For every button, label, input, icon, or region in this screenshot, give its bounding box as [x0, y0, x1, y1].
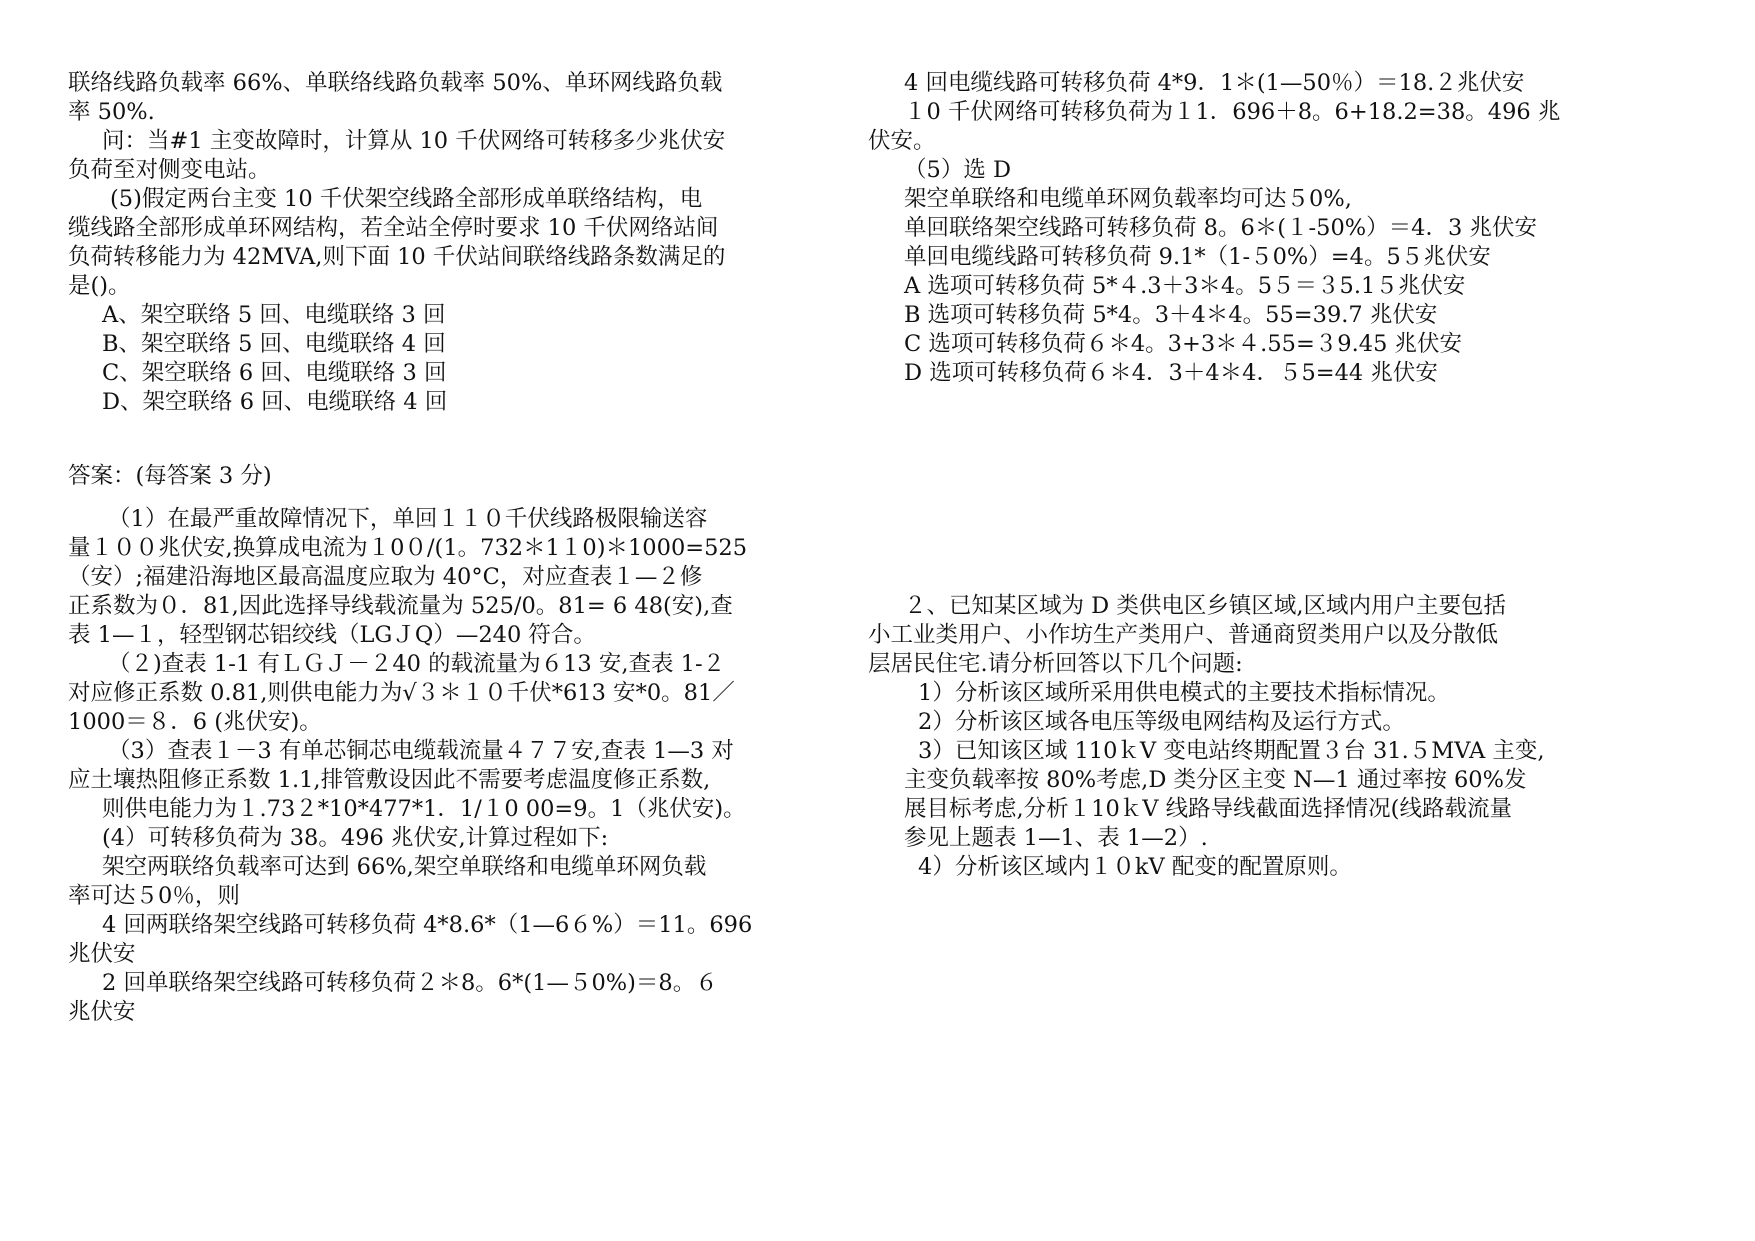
text-line: 4 回两联络架空线路可转移负荷 4*8.6*（1—6６%）＝11。696: [102, 912, 753, 938]
text-line: １0 千伏网络可转移负荷为１1．696＋8。6+18.2=38。496 兆: [904, 99, 1561, 125]
text-line: 单回联络架空线路可转移负荷 8。6＊(１-50%）＝4．3 兆伏安: [904, 215, 1537, 241]
sub-question: 2）分析该区域各电压等级电网结构及运行方式。: [918, 709, 1405, 735]
text-line: 兆伏安: [68, 941, 136, 967]
text-line: 小工业类用户、小作坊生产类用户、普通商贸类用户以及分散低: [868, 622, 1499, 648]
text-line: 兆伏安: [68, 999, 136, 1025]
answer-heading: 答案：(每答案 3 分): [68, 463, 272, 489]
text-line: （安）;福建沿海地区最高温度应取为 40°C，对应查表１—２修: [68, 564, 703, 590]
option-c: C、架空联络 6 回、电缆联络 3 回: [102, 360, 447, 386]
text-line: 对应修正系数 0.81,则供电能力为√３＊１０千伏*613 安*0。81／: [68, 680, 735, 706]
text-line: 表 1—１，轻型钢芯铝绞线（LGＪQ）—240 符合。: [68, 622, 596, 648]
text-line: 参见上题表 1—1、表 1—2）.: [904, 825, 1208, 851]
text-line: 量１００兆伏安,换算成电流为１0０/(1。732＊1１0)＊1000=525: [68, 535, 748, 561]
text-line: 架空两联络负载率可达到 66%,架空单联络和电缆单环网负载: [102, 854, 707, 880]
text-line: 主变负载率按 80%考虑,D 类分区主变 N—1 通过率按 60%发: [904, 767, 1527, 793]
text-line: 2 回单联络架空线路可转移负荷２＊8。6*(1—５0%)＝8。６: [102, 970, 718, 996]
text-line: 应土壤热阻修正系数 1.1,排管敷设因此不需要考虑温度修正系数,: [68, 767, 711, 793]
option-b: B、架空联络 5 回、电缆联络 4 回: [102, 331, 446, 357]
text-line: 则供电能力为１.73２*10*477*1．1/１0 00=9。1（兆伏安)。: [102, 796, 746, 822]
text-line: B 选项可转移负荷 5*4。3＋4＊4。55=39.7 兆伏安: [904, 302, 1438, 328]
text-line: 单回电缆线路可转移负荷 9.1*（1-５0%）=4。5５兆伏安: [904, 244, 1491, 270]
text-line: （２)查表 1-1 有ＬＧＪ－２40 的载流量为６13 安,查表 1-２: [108, 651, 726, 677]
text-line: C 选项可转移负荷６＊4。3+3＊４.55=３9.45 兆伏安: [904, 331, 1463, 357]
text-line: 负荷转移能力为 42MVA,则下面 10 千伏站间联络线路条数满足的: [68, 244, 726, 270]
text-line: 展目标考虑,分析１10ｋV 线路导线截面选择情况(线路载流量: [904, 796, 1512, 822]
text-line: 是()。: [68, 273, 131, 299]
text-line: 率可达５0％，则: [68, 883, 240, 909]
text-line: 4 回电缆线路可转移负荷 4*9．1＊(1—50％）＝18.２兆伏安: [904, 70, 1525, 96]
option-d: D、架空联络 6 回、电缆联络 4 回: [102, 389, 448, 415]
text-line: (5)假定两台主变 10 千伏架空线路全部形成单联络结构，电: [110, 186, 703, 212]
text-line: 架空单联络和电缆单环网负载率均可达５0%,: [904, 186, 1352, 212]
text-line: 联络线路负载率 66%、单联络线路负载率 50%、单环网线路负载: [68, 70, 723, 96]
text-line: 正系数为０．81,因此选择导线载流量为 525/0。81= 6 48(安),查: [68, 593, 733, 619]
option-a: A、架空联络 5 回、电缆联络 3 回: [102, 302, 446, 328]
text-line: D 选项可转移负荷６＊4．3＋4＊4．５5=44 兆伏安: [904, 360, 1438, 386]
sub-question: 4）分析该区域内１０kV 配变的配置原则。: [918, 854, 1352, 880]
text-line: （1）在最严重故障情况下，单回１１０千伏线路极限输送容: [108, 506, 708, 532]
question-intro: ２、已知某区域为 D 类供电区乡镇区域,区域内用户主要包括: [904, 593, 1506, 619]
sub-question: 3）已知该区域 110ｋV 变电站终期配置３台 31.５MVA 主变,: [918, 738, 1545, 764]
text-line: （5）选 D: [904, 157, 1012, 183]
text-line: 负荷至对侧变电站。: [68, 157, 271, 183]
text-line: 缆线路全部形成单环网结构，若全站全停时要求 10 千伏网络站间: [68, 215, 719, 241]
text-line: A 选项可转移负荷 5*４.3＋3＊4。5５＝３5.1５兆伏安: [904, 273, 1466, 299]
text-line: 伏安。: [868, 128, 936, 154]
text-line: 1000＝８．6 (兆伏安)。: [68, 709, 322, 735]
text-line: （3）查表１－3 有单芯铜芯电缆载流量４７７安,查表 1—3 对: [108, 738, 734, 764]
text-line: 层居民住宅.请分析回答以下几个问题:: [868, 651, 1243, 677]
text-line: (4）可转移负荷为 38。496 兆伏安,计算过程如下:: [102, 825, 609, 851]
text-line: 问：当#1 主变故障时，计算从 10 千伏网络可转移多少兆伏安: [102, 128, 726, 154]
text-line: 率 50%.: [68, 99, 155, 125]
sub-question: 1）分析该区域所采用供电模式的主要技术指标情况。: [918, 680, 1450, 706]
